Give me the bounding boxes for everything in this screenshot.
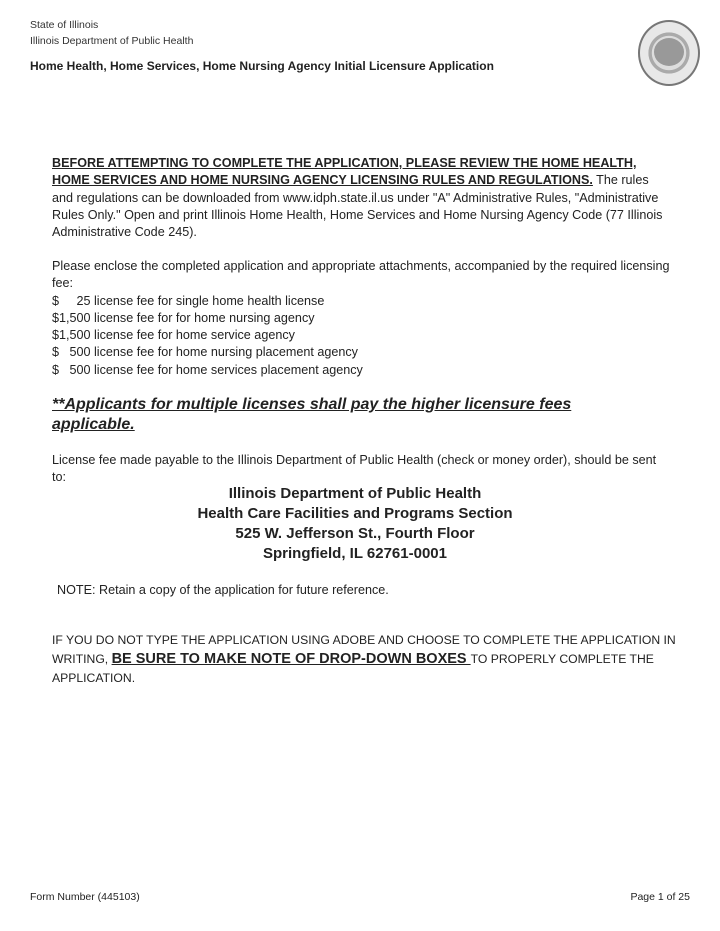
fee-intro: Please enclose the completed application and appropriate attachments, accompanied by the required licensing fee:	[52, 259, 670, 291]
fee-item: $1,500 license fee for home service agency	[52, 328, 295, 343]
form-number: Form Number (445103)	[30, 891, 140, 903]
writing-notice-text: IF YOU DO NOT TYPE THE APPLICATION USING ADOBE AND CHOOSE TO COMPLETE THE APPLICATION IN WRITING,	[52, 633, 676, 666]
address-line: Health Care Facilities and Programs Section	[197, 505, 513, 522]
applicants-note: **Applicants for multiple licenses shall pay the higher licensure fees applicable.	[52, 396, 572, 433]
writing-notice	[52, 631, 702, 688]
intro-text: The rules and regulations can be downloaded from www.idph.state.il.us under "A" Administrative Rules, "Administrative Rules Only." Open and print Illinois Home Health, Home Services and Home Nursing Agency Code (77 Illinois Administrative Code 245).	[52, 173, 663, 240]
fee-item: $ 25 license fee for single home health license	[52, 293, 325, 308]
writing-notice-end: TO PROPERLY COMPLETE THE APPLICATION.	[52, 652, 654, 685]
department-name: Illinois Department of Public Health	[30, 35, 194, 47]
address-line: Illinois Department of Public Health	[228, 485, 482, 502]
drop-down-emphasis: BE SURE TO MAKE NOTE OF DROP-DOWN BOXES	[111, 651, 471, 667]
payable-text: License fee made payable to the Illinois Department of Public Health (check or money order), should be sent to:	[52, 453, 657, 485]
state-name: State of Illinois	[30, 19, 99, 31]
fee-item: $1,500 license fee for for home nursing agency	[52, 310, 315, 325]
page-number: Page 1 of 25	[630, 891, 690, 903]
retain-note: NOTE: Retain a copy of the application for future reference.	[57, 583, 389, 597]
page-title: Home Health, Home Services, Home Nursing Agency Initial Licensure Application	[30, 59, 494, 73]
fee-item: $ 500 license fee for home nursing placement agency	[52, 345, 358, 360]
fee-item: $ 500 license fee for home services placement agency	[52, 362, 363, 377]
mailing-address	[0, 484, 710, 564]
intro-heading: BEFORE ATTEMPTING TO COMPLETE THE APPLICATION, PLEASE REVIEW THE HOME HEALTH, HOME SERVICES AND HOME NURSING AGENCY LICENSING RULES AND REGULATIONS.	[52, 156, 637, 188]
fee-section	[52, 258, 672, 379]
address-line: Springfield, IL 62761-0001	[263, 545, 447, 562]
state-seal-icon	[638, 20, 700, 86]
address-line: 525 W. Jefferson St., Fourth Floor	[235, 525, 475, 542]
intro-paragraph	[52, 155, 672, 241]
